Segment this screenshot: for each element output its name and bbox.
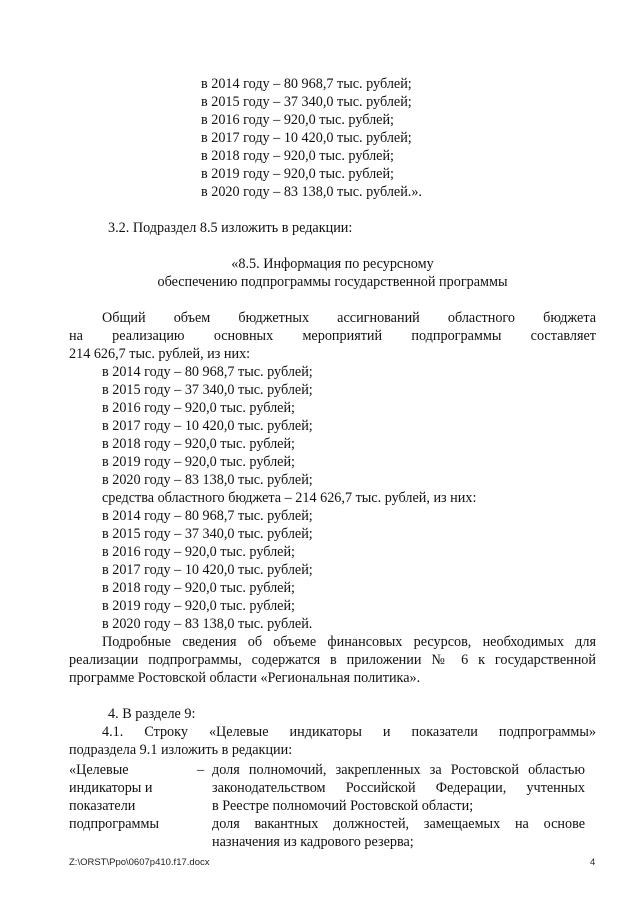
table-cell-line: назначения из кадрового резерва; [212, 834, 414, 850]
list-item: в 2016 году – 920,0 тыс. рублей; [102, 544, 295, 560]
table-cell-line: доля вакантных должностей, замещаемых на основе [212, 816, 585, 832]
section-title-line-2: обеспечению подпрограммы государственной программы [157, 274, 508, 290]
paragraph-1-line-3: 214 626,7 тыс. рублей, из них: [69, 346, 251, 362]
list-item: в 2018 году – 920,0 тыс. рублей; [102, 436, 295, 452]
table-dash: – [197, 762, 205, 778]
page-number: 4 [590, 857, 596, 868]
list-item: в 2019 году – 920,0 тыс. рублей; [102, 598, 295, 614]
section-title-line-1: «8.5. Информация по ресурсному [231, 256, 434, 272]
table-cell-line: в Реестре полномочий Ростовской области; [212, 798, 474, 814]
list-item: в 2016 году – 920,0 тыс. рублей; [201, 112, 394, 128]
list-item: в 2017 году – 10 420,0 тыс. рублей; [102, 418, 313, 434]
list-item: в 2014 году – 80 968,7 тыс. рублей; [201, 76, 412, 92]
list-item: в 2020 году – 83 138,0 тыс. рублей; [102, 472, 313, 488]
list-item: в 2018 году – 920,0 тыс. рублей; [102, 580, 295, 596]
table-cell-line: доля полномочий, закрепленных за Ростовской областью [212, 762, 585, 778]
list-item: в 2015 году – 37 340,0 тыс. рублей; [102, 382, 313, 398]
paragraph-2-line-3: программе Ростовской области «Региональная политика». [69, 670, 421, 686]
paragraph-1-line-1: Общий объем бюджетных ассигнований областного бюджета [102, 310, 596, 326]
paragraph-2-line-1: Подробные сведения об объеме финансовых ресурсов, необходимых для [102, 634, 596, 650]
list-item: в 2019 году – 920,0 тыс. рублей; [201, 166, 394, 182]
list-item: в 2017 году – 10 420,0 тыс. рублей; [201, 130, 412, 146]
list-item: в 2018 году – 920,0 тыс. рублей; [201, 148, 394, 164]
point-3-2: 3.2. Подраздел 8.5 изложить в редакции: [108, 220, 353, 236]
table-label-line: индикаторы и [69, 780, 153, 796]
point-4-1-line-2: подраздела 9.1 изложить в редакции: [69, 742, 293, 758]
list-item: в 2020 году – 83 138,0 тыс. рублей. [102, 616, 313, 632]
point-4: 4. В разделе 9: [108, 706, 196, 722]
paragraph-2-line-2: реализации подпрограммы, содержатся в приложении № 6 к государственной [69, 652, 596, 668]
list-item: в 2020 году – 83 138,0 тыс. рублей.». [201, 184, 422, 200]
point-4-1-line-1: 4.1. Строку «Целевые индикаторы и показатели подпрограммы» [102, 724, 596, 740]
table-label-line: «Целевые [69, 762, 129, 778]
list-item: в 2015 году – 37 340,0 тыс. рублей; [102, 526, 313, 542]
footer-file-path: Z:\ORST\Ppo\0607p410.f17.docx [69, 857, 210, 868]
table-cell-line: законодательством Российской Федерации, учтенных [212, 780, 585, 796]
list-item: в 2014 году – 80 968,7 тыс. рублей; [102, 508, 313, 524]
list-item: в 2016 году – 920,0 тыс. рублей; [102, 400, 295, 416]
list-item: в 2014 году – 80 968,7 тыс. рублей; [102, 364, 313, 380]
paragraph-1-line-2: на реализацию основных мероприятий подпрограммы составляет [69, 328, 596, 344]
list-item: в 2017 году – 10 420,0 тыс. рублей; [102, 562, 313, 578]
list-item: в 2019 году – 920,0 тыс. рублей; [102, 454, 295, 470]
table-label-line: показатели [69, 798, 136, 814]
table-label-line: подпрограммы [69, 816, 159, 832]
regional-budget-line: средства областного бюджета – 214 626,7 тыс. рублей, из них: [102, 490, 477, 506]
list-item: в 2015 году – 37 340,0 тыс. рублей; [201, 94, 412, 110]
